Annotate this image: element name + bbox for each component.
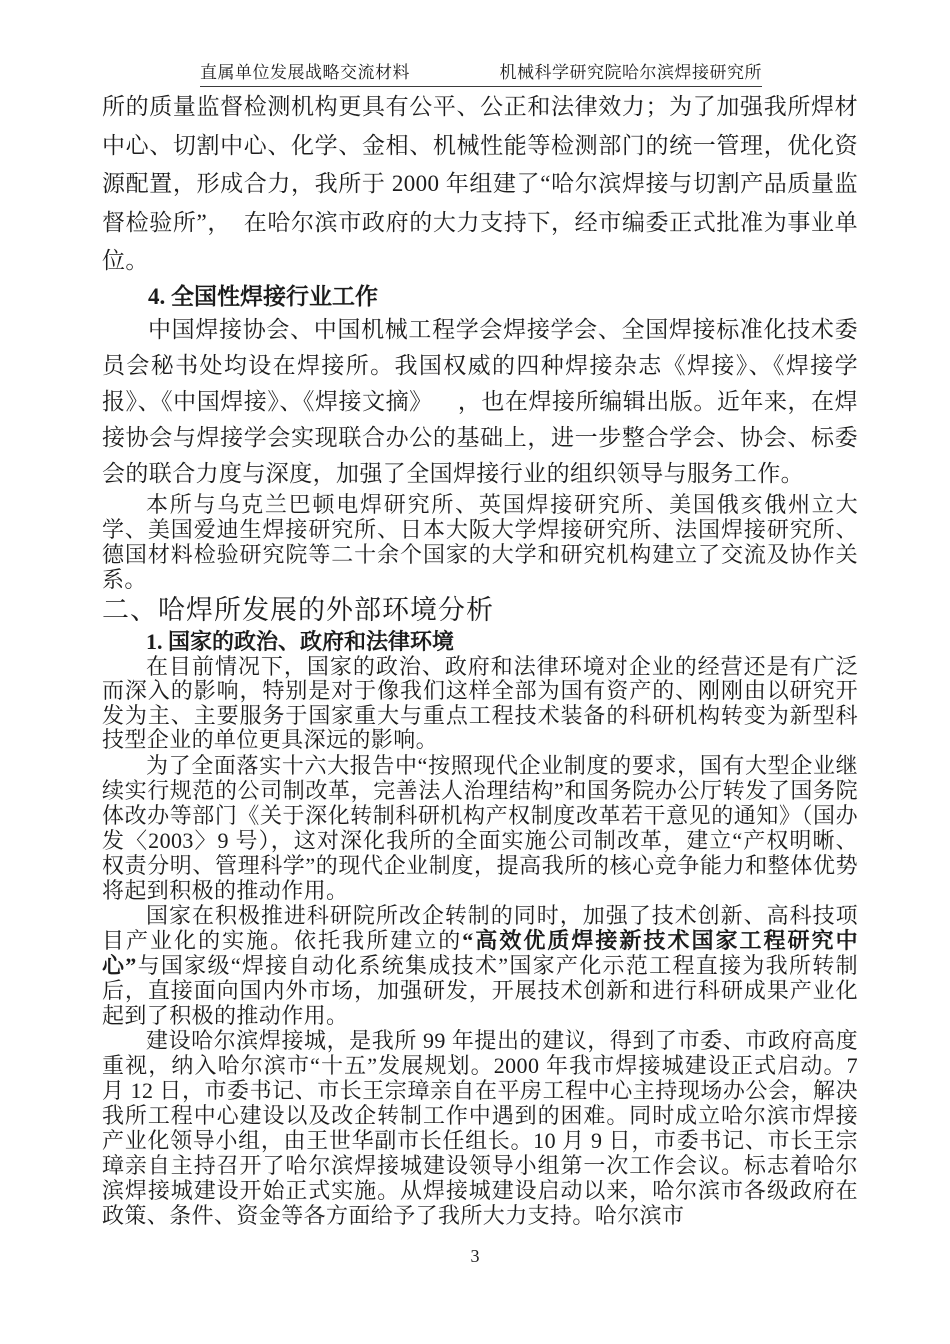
innovation-paragraph-pre: 国家在积极推进科研院所改企转制的同时，加强了技术创新、高科技项目产业化的实施。依托我所建立的: [102, 902, 858, 953]
reform-policy-paragraph: 为了全面落实十六大报告中“按照现代企业制度的要求，国有大型企业继续实行规范的公司制改革，完善法人治理结构”和国务院办公厅转发了国务院体改办等部门《关于深化转制科研机构产权制度改革若干意见的通知》（国办发〈2003〉9 号），这对深化我所的全面实施公司制改革，建立“产权明晰、权责分明、管理科学”的现代企业制度，提高我所的核心竞争能力和整体优势将起到积极的推动作用。: [102, 752, 858, 903]
international-cooperation-paragraph: 本所与乌克兰巴顿电焊研究所、英国焊接研究所、美国俄亥俄州立大学、美国爱迪生焊接研究所、日本大阪大学焊接研究所、法国焊接研究所、德国材料检验研究院等二十余个国家的大学和研究机构建立了交流及协作关系。: [102, 491, 858, 592]
chapter-2-heading: 二、哈焊所发展的外部环境分析: [102, 594, 494, 625]
section-4-heading: 4. 全国性焊接行业工作: [148, 283, 378, 309]
header-left-title: 直属单位发展战略交流材料: [200, 63, 410, 82]
subsection-1-heading: 1. 国家的政治、政府和法律环境: [146, 628, 455, 654]
continuation-paragraph: 所的质量监督检测机构更具有公平、公正和法律效力；为了加强我所焊材中心、切割中心、化学、金相、机械性能等检测部门的统一管理，优化资源配置，形成合力，我所于 2000 年组建了“哈尔滨焊接与切割产品质量监督检验所”， 在哈尔滨市政府的大力支持下，经市编委正式批准为事业单位。: [102, 94, 858, 273]
innovation-paragraph: [102, 903, 858, 1028]
header-right-title: 机械科学研究院哈尔滨焊接研究所: [499, 63, 762, 82]
section-4-paragraph: 中国焊接协会、中国机械工程学会焊接学会、全国焊接标准化技术委员会秘书处均设在焊接所。我国权威的四种焊接杂志《焊接》、《焊接学报》、《中国焊接》、《焊接文摘》 ，也在焊接所编辑出版。近年来，在焊接协会与焊接学会实现联合办公的基础上，进一步整合学会、协会、标委会的联合力度与深度，加强了全国焊接行业的组织领导与服务工作。: [102, 316, 858, 486]
engineering-center-bold-phrase: “高效优质焊接新技术国家工程研究中心”: [102, 927, 858, 978]
innovation-paragraph-post: 与国家级“焊接自动化系统集成技术”国家产化示范工程直接为我所转制后，直接面向国内外市场，加强研发，开展技术创新和进行科研成果产业化起到了积极的推动作用。: [102, 952, 858, 1028]
page-number: 3: [470, 1246, 480, 1266]
document-body: [102, 88, 864, 1228]
political-environment-paragraph: 在目前情况下，国家的政治、政府和法律环境对企业的经营还是有广泛而深入的影响，特别是对于像我们这样全部为国有资产的、刚刚由以研究开发为主、主要服务于国家重大与重点工程技术装备的科研机构转变为新型科技型企业的单位更具深远的影响。: [102, 653, 858, 752]
running-header: [200, 58, 762, 87]
welding-city-paragraph: 建设哈尔滨焊接城，是我所 99 年提出的建议，得到了市委、市政府高度重视，纳入哈尔滨市“十五”发展规划。2000 年我市焊接城建设正式启动。7 月 12 日，市委书记、市长王宗璋亲自在平房工程中心主持现场办公会，解决我所工程中心建设以及改企转制工作中遇到的困难。同时成立哈尔滨市焊接产业化领导小组，由王世华副市长任组长。10 月 9 日，市委书记、市长王宗璋亲自主持召开了哈尔滨焊接城建设领导小组第一次工作会议。标志着哈尔滨焊接城建设开始正式实施。从焊接城建设启动以来，哈尔滨市各级政府在政策、条件、资金等各方面给予了我所大力支持。哈尔滨市: [102, 1027, 864, 1228]
